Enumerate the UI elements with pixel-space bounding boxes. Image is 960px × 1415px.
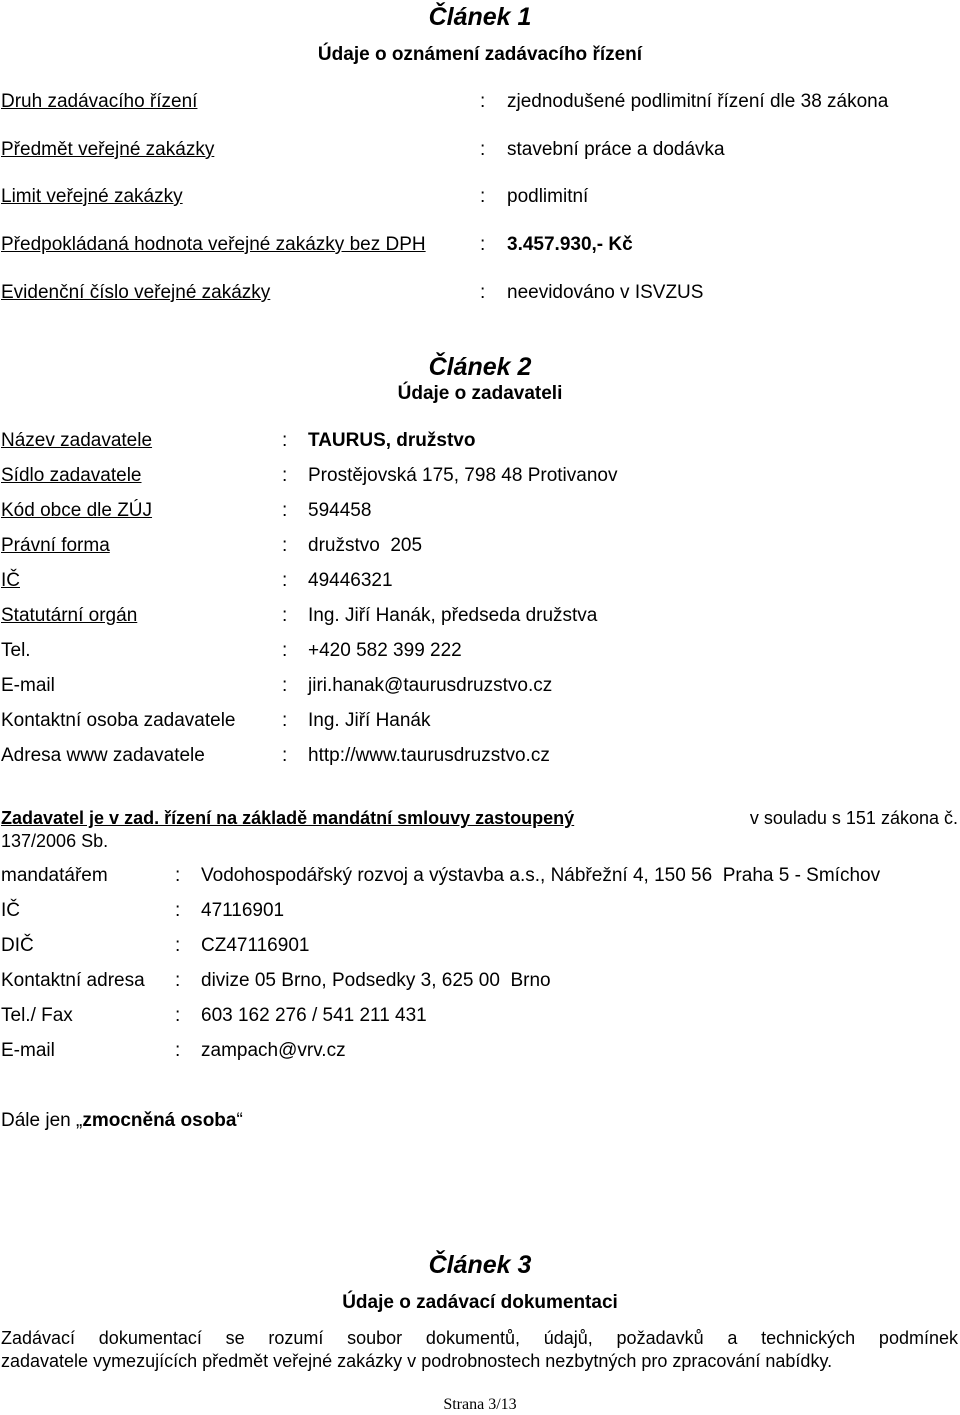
row-label: mandatářem [1, 865, 108, 886]
row-label: Kontaktní adresa [1, 970, 145, 991]
row-label: Evidenční číslo veřejné zakázky [1, 282, 271, 303]
mandate-rest-2: 137/2006 Sb. [1, 831, 109, 851]
row-separator: : [175, 865, 181, 886]
row-value: Ing. Jiří Hanák [308, 710, 431, 731]
row-label: IČ [1, 570, 20, 591]
row-value: družstvo 205 [308, 535, 423, 556]
row-label: Adresa www zadavatele [1, 745, 205, 766]
row-label: Tel./ Fax [1, 1005, 73, 1026]
article1-subtitle: Údaje o oznámení zadávacího řízení [317, 44, 643, 65]
row-label: Kontaktní osoba zadavatele [1, 710, 236, 731]
page-number: Strana 3/13 [443, 1396, 517, 1413]
article3-subtitle: Údaje o zadávací dokumentaci [342, 1292, 618, 1313]
row-value: jiri.hanak@taurusdruzstvo.cz [308, 675, 553, 696]
row-label: Právní forma [1, 535, 110, 556]
row-label: Předpokládaná hodnota veřejné zakázky bez DPH [1, 234, 426, 255]
row-value: 594458 [308, 500, 372, 521]
row-value: +420 582 399 222 [308, 640, 462, 661]
row-separator: : [282, 430, 288, 451]
row-separator: : [282, 570, 288, 591]
article3-paragraph-line-1: Zadávací dokumentací se rozumí soubor dokumentů, údajů, požadavků a technických podmínek [1, 1328, 958, 1348]
row-value: 47116901 [201, 900, 285, 921]
row-separator: : [480, 186, 486, 207]
proxy-close-quote: “ [236, 1110, 243, 1131]
row-separator: : [175, 1005, 181, 1026]
row-separator: : [282, 500, 288, 521]
row-value: zampach@vrv.cz [201, 1040, 346, 1061]
row-label: Předmět veřejné zakázky [1, 139, 215, 160]
row-label: E-mail [1, 675, 55, 696]
row-label: DIČ [1, 935, 34, 956]
row-label: Sídlo zadavatele [1, 465, 142, 486]
article3-paragraph-line-2: zadavatele vymezujících předmět veřejné zakázky v podrobnostech nezbytných pro zpracování nabídky. [1, 1351, 833, 1371]
row-separator: : [175, 935, 181, 956]
row-label: E-mail [1, 1040, 55, 1061]
row-separator: : [480, 234, 486, 255]
row-label: Statutární orgán [1, 605, 138, 626]
mandate-underlined: Zadavatel je v zad. řízení na základě mandátní smlouvy zastoupený [1, 808, 575, 828]
mandate-line-1 [1, 807, 958, 829]
row-value: TAURUS, družstvo [308, 430, 476, 451]
row-separator: : [175, 1040, 181, 1061]
row-separator: : [282, 605, 288, 626]
row-value: divize 05 Brno, Podsedky 3, 625 00 Brno [201, 970, 551, 991]
row-value: 49446321 [308, 570, 393, 591]
row-separator: : [480, 91, 486, 112]
article2-subtitle: Údaje o zadavateli [397, 383, 563, 404]
row-label: Druh zadávacího řízení [1, 91, 198, 112]
row-value: CZ47116901 [201, 935, 310, 956]
row-value: 3.457.930,- Kč [507, 234, 633, 255]
row-value: 603 162 276 / 541 211 431 [201, 1005, 427, 1026]
proxy-bold: zmocněná osoba [82, 1110, 237, 1131]
proxy-line [1, 1110, 243, 1132]
row-label: Název zadavatele [1, 430, 153, 451]
row-label: Tel. [1, 640, 31, 661]
row-separator: : [282, 465, 288, 486]
row-value: zjednodušené podlimitní řízení dle 38 zákona [507, 91, 889, 112]
proxy-open-quote: „ [76, 1110, 83, 1131]
row-separator: : [282, 640, 288, 661]
row-separator: : [282, 535, 288, 556]
row-separator: : [282, 710, 288, 731]
row-value: Vodohospodářský rozvoj a výstavba a.s., Nábřežní 4, 150 56 Praha 5 - Smíchov [201, 865, 881, 886]
row-value: neevidováno v ISVZUS [507, 282, 704, 303]
row-separator: : [282, 675, 288, 696]
row-value: Ing. Jiří Hanák, předseda družstva [308, 605, 598, 626]
article2-title: Článek 2 [428, 353, 532, 381]
row-value: http://www.taurusdruzstvo.cz [308, 745, 550, 766]
row-separator: : [282, 745, 288, 766]
proxy-prefix: Dále jen [1, 1110, 76, 1131]
row-label: Limit veřejné zakázky [1, 186, 183, 207]
article1-title: Článek 1 [428, 3, 532, 31]
row-label: Kód obce dle ZÚJ [1, 500, 153, 521]
article3-title: Článek 3 [428, 1251, 532, 1279]
row-separator: : [175, 970, 181, 991]
row-separator: : [175, 900, 181, 921]
row-separator: : [480, 282, 486, 303]
row-value: podlimitní [507, 186, 589, 207]
mandate-rest-1: v souladu s 151 zákona č. [749, 808, 958, 828]
row-label: IČ [1, 900, 20, 921]
row-value: Prostějovská 175, 798 48 Protivanov [308, 465, 618, 486]
row-value: stavební práce a dodávka [507, 139, 725, 160]
row-separator: : [480, 139, 486, 160]
